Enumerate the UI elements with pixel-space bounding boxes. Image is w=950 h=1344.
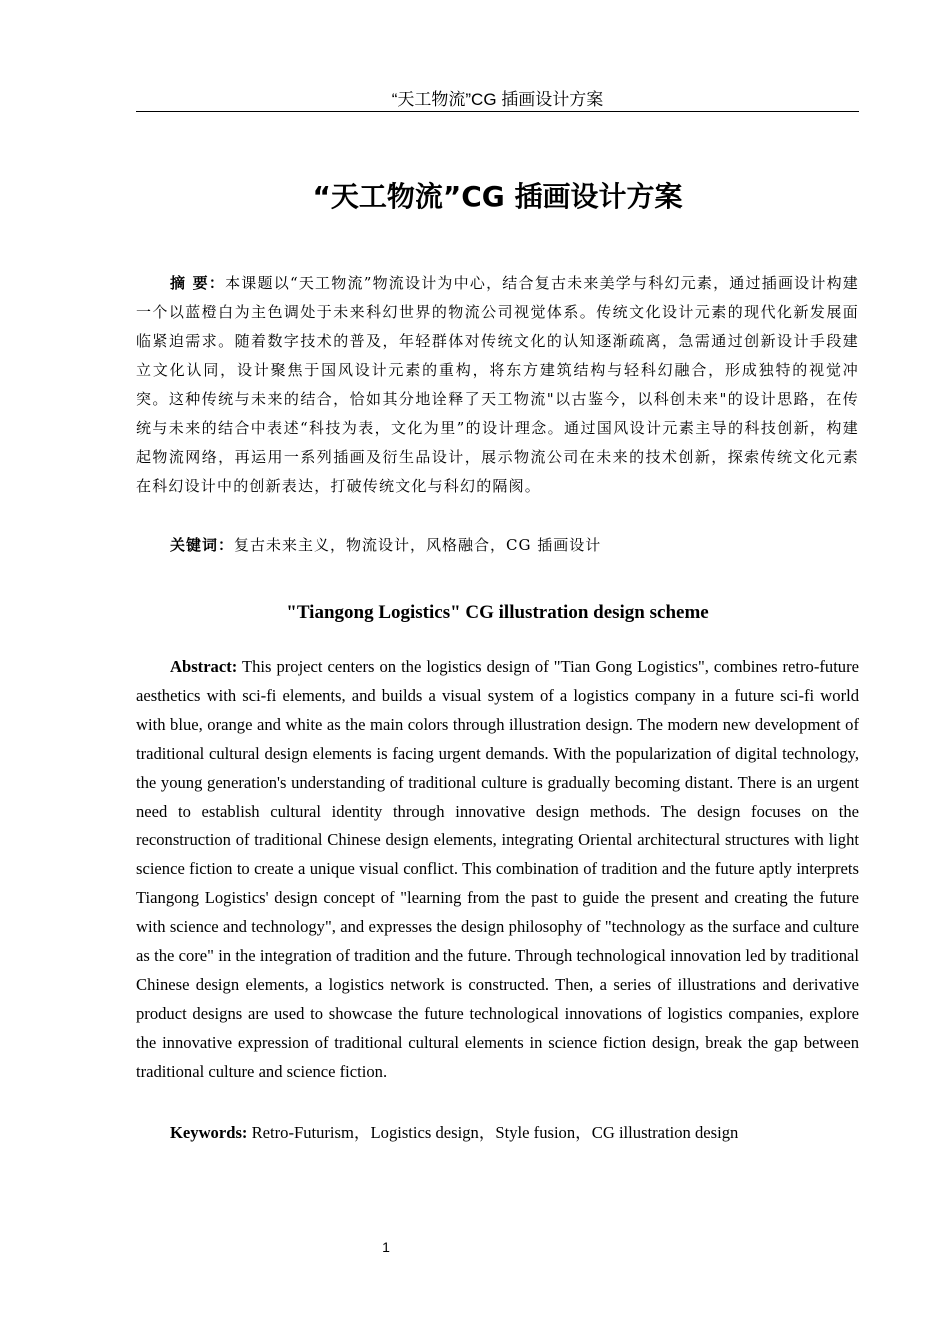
chinese-title: “天工物流”CG 插画设计方案 — [312, 180, 683, 213]
chinese-keywords-text: 复古未来主义，物流设计，风格融合，CG 插画设计 — [234, 536, 602, 554]
running-header: “天工物流”CG 插画设计方案 — [391, 90, 604, 109]
english-keywords-label: Keywords: — [170, 1123, 248, 1142]
chinese-abstract-label: 摘 要： — [170, 274, 226, 292]
chinese-abstract-text: 本课题以“天工物流”物流设计为中心，结合复古未来美学与科幻元素，通过插画设计构建一个以蓝橙白为主色调处于未来科幻世界的物流公司视觉体系。传统文化设计元素的现代化新发展面临紧迫需求。随着数字技术的普及，年轻群体对传统文化的认知逐渐疏离，急需通过创新设计手段建立文化认同，设计聚焦于国风设计元素的重构，将东方建筑结构与轻科幻融合，形成独特的视觉冲突。这种传统与未来的结合，恰如其分地诠释了天工物流"以古鉴今，以科创未来"的设计思路，在传统与未来的结合中表述“科技为表，文化为里”的设计理念。通过国风设计元素主导的科技创新，构建起物流网络，再运用一系列插画及衍生品设计，展示物流公司在未来的技术创新，探索传统文化元素在科幻设计中的创新表达，打破传统文化与科幻的隔阂。 — [136, 274, 860, 495]
english-abstract-label: Abstract: — [170, 657, 238, 676]
english-keywords — [136, 1119, 859, 1147]
english-abstract — [136, 653, 859, 1087]
chinese-keywords-label: 关键词： — [170, 536, 235, 554]
chinese-abstract — [136, 269, 859, 501]
english-title: "Tiangong Logistics" CG illustration design scheme — [286, 602, 709, 623]
english-abstract-text: This project centers on the logistics design of "Tian Gong Logistics", combines retro-future aesthetics with sci-fi elements, and builds a visual system of a logistics company in a future sci-fi world with blue, orange and white as the main colors through illustration design. The modern new development of traditional cultural design elements is facing urgent demands. With the popularization of digital technology, the young generation's understanding of traditional culture is gradually becoming distant. There is an urgent need to establish cultural identity through innovative design methods. The design focuses on the reconstruction of traditional Chinese design elements, integrating Oriental architectural structures with light science fiction to create a unique visual conflict. This combination of tradition and the future aptly interprets Tiangong Logistics' design concept of "learning from the past to guide the present and creating the future with science and technology", and expresses the design philosophy of "technology as the surface and culture as the core" in the integration of tradition and the future. Through technological innovation led by traditional Chinese design elements, a logistics network is constructed. Then, a series of illustrations and derivative product designs are used to showcase the future technological innovations of logistics companies, explore the innovative expression of traditional cultural elements in science fiction design, break the gap between traditional culture and science fiction. — [136, 657, 859, 1081]
chinese-keywords — [136, 531, 859, 560]
english-keywords-text: Retro-Futurism，Logistics design，Style fusion，CG illustration design — [247, 1123, 739, 1142]
header-divider — [136, 111, 859, 112]
page-number: 1 — [382, 1239, 390, 1255]
